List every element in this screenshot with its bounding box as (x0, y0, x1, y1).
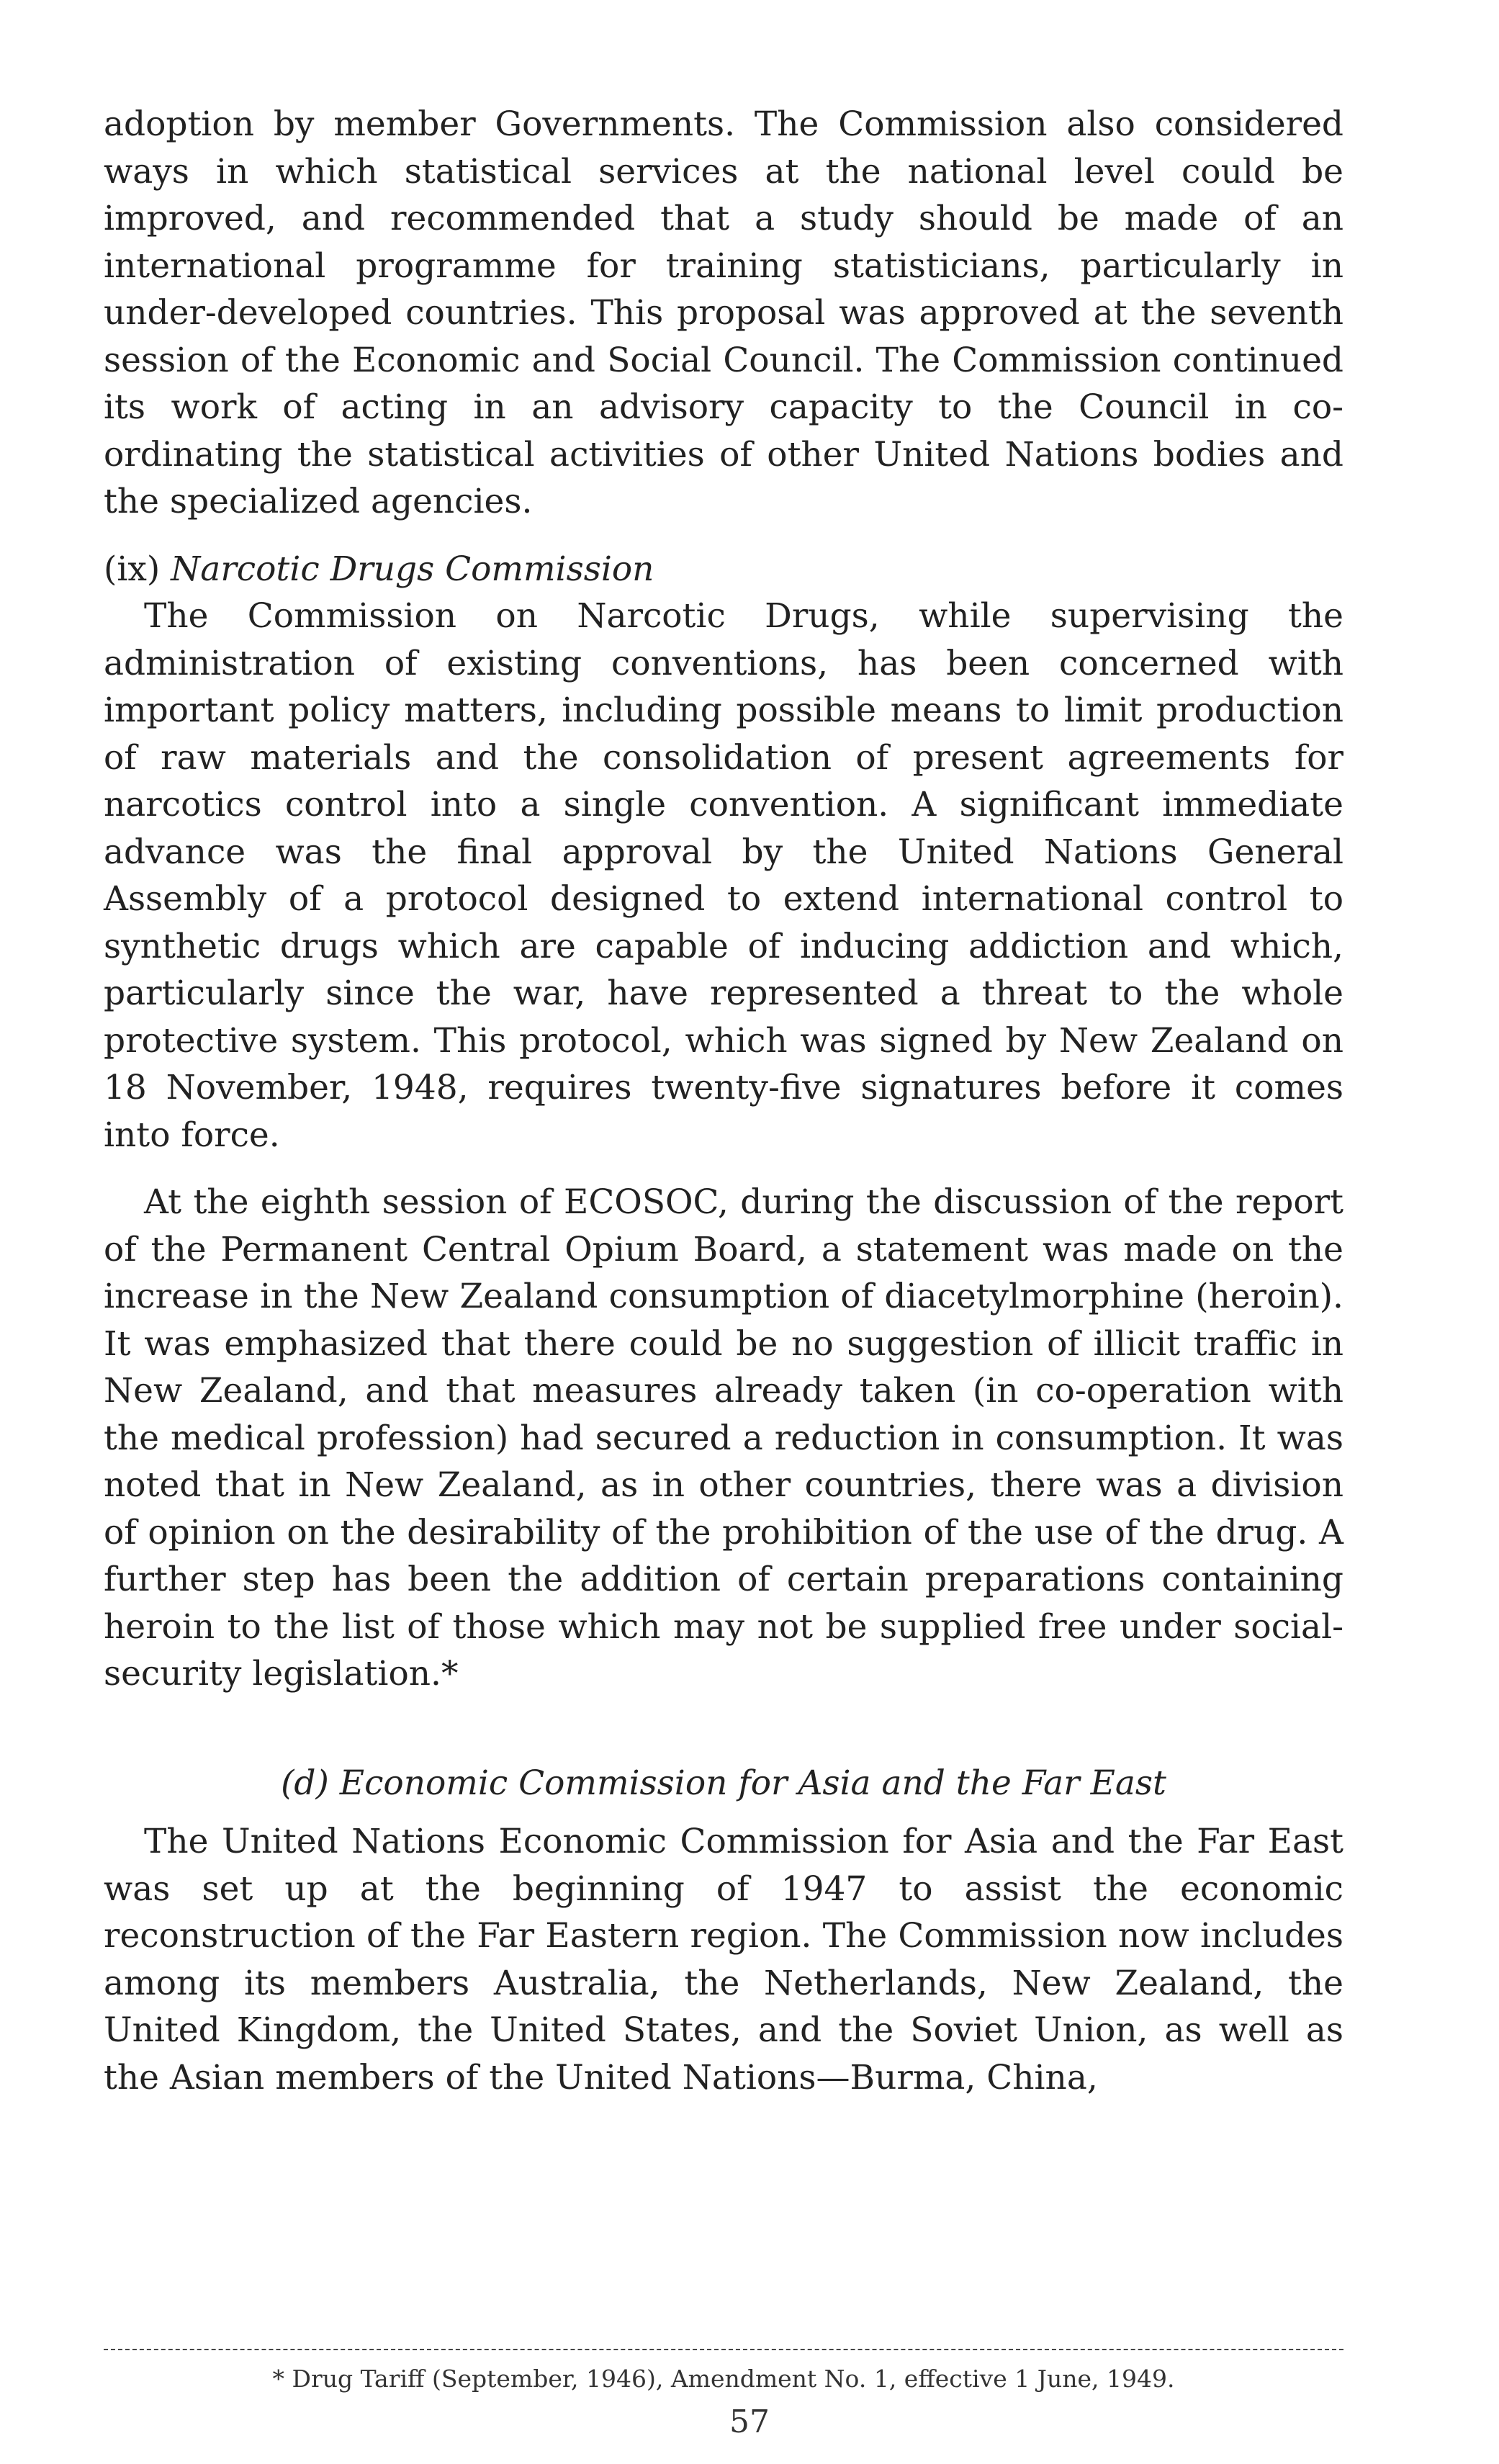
subsection-title: Economic Commission for Asia and the Far East (339, 1763, 1166, 1803)
footnote: * Drug Tariff (September, 1946), Amendment No. 1, effective 1 June, 1949. (272, 2365, 1175, 2393)
section-title: Narcotic Drugs Commission (171, 549, 654, 589)
paragraph-narcotics-commission: The Commission on Narcotic Drugs, while supervising the administration of existing conventions, has been concerned with important policy matters, including possible means to limit production of raw materials and the consolidation of present agreements for narcotics control into a single convention. A significant immediate advance was the final approval by the United Nations General Assembly of a protocol designed to extend international control to synthetic drugs which are capable of inducing addiction and which, particularly since the war, have represented a threat to the whole protective system. This protocol, which was signed by New Zealand on 18 November, 1948, requires twenty-five signatures before it comes into force. (104, 596, 1343, 1155)
paragraph-statistical-commission: adoption by member Governments. The Commission also considered ways in which statistical services at the national level could be improved, and recommended that a study should be made of an international programme for training statisticians, particularly in under-developed countries. This proposal was approved at the seventh session of the Economic and Social Council. The Commission continued its work of acting in an advisory capacity to the Council in co-ordinating the statistical activities of other United Nations bodies and the specialized agencies. (104, 104, 1343, 521)
paragraph-ecafe: The United Nations Economic Commission for Asia and the Far East was set up at the beginning of 1947 to assist the economic reconstruction of the Far Eastern region. The Commission now includes among its members Australia, the Netherlands, New Zealand, the United Kingdom, the United States, and the Soviet Union, as well as the Asian members of the United Nations—Burma, China, (104, 1822, 1343, 2097)
body-text (104, 101, 1343, 2101)
subsection-letter: (d) (281, 1763, 329, 1803)
subsection-heading-ecafe (104, 1760, 1343, 1807)
footnote-divider (104, 2349, 1343, 2350)
section-heading-narcotic-drugs (104, 546, 1343, 593)
page-number: 57 (729, 2404, 770, 2440)
section-number: (ix) (104, 549, 161, 589)
paragraph-ecosoc-heroin: At the eighth session of ECOSOC, during the discussion of the report of the Permanent Central Opium Board, a statement was made on the increase in the New Zealand consumption of diacetylmorphine (heroin). It was emphasized that there could be no suggestion of illicit traffic in New Zealand, and that measures already taken (in co-operation with the medical profession) had secured a reduction in consumption. It was noted that in New Zealand, as in other countries, there was a division of opinion on the desirability of the prohibition of the use of the drug. A further step has been the addition of certain preparations containing heroin to the list of those which may not be supplied free under social-security legislation.* (104, 1182, 1343, 1694)
